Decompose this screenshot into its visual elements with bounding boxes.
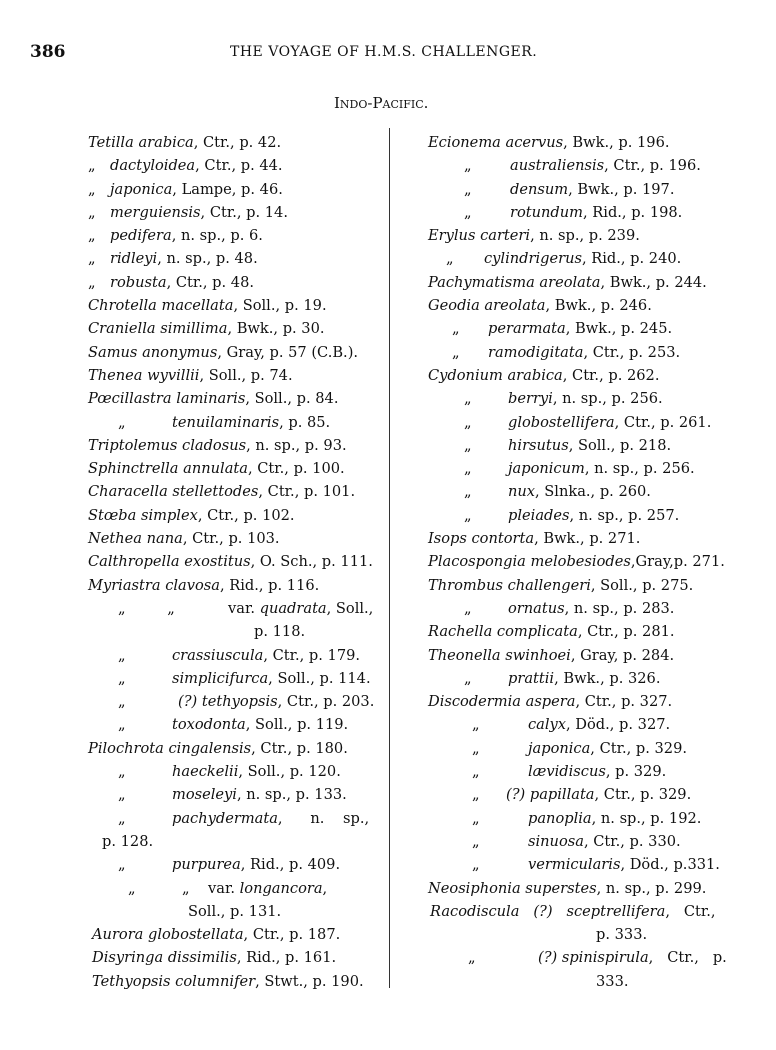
- ditto-mark: „: [118, 809, 126, 827]
- species-name: japonica: [528, 739, 591, 757]
- species-name: Racodiscula (?) sceptrellifera: [430, 902, 666, 920]
- ditto-mark: „: [464, 390, 472, 408]
- index-entry: [428, 853, 733, 876]
- ditto-mark: „: [88, 227, 96, 245]
- species-name: pleiades: [508, 506, 570, 524]
- reference: , Gray, p. 284.: [570, 646, 675, 664]
- reference: , Ctr., p. 101.: [258, 483, 356, 501]
- reference: , Ctr.,: [665, 902, 716, 920]
- species-name: Pilochrota cingalensis: [88, 739, 252, 757]
- index-entry: [428, 527, 733, 550]
- reference: , Rid., p. 240.: [581, 250, 682, 268]
- index-entry: [88, 946, 388, 969]
- reference: , Ctr., p. 253.: [583, 343, 681, 361]
- index-entry: [428, 877, 733, 900]
- species-name: panoplia: [528, 809, 592, 827]
- reference: , Ctr., p. 180.: [251, 739, 348, 757]
- reference: , Ctr., p. 42.: [193, 134, 282, 151]
- ditto-mark: „: [118, 646, 126, 664]
- index-entry: [428, 597, 733, 620]
- index-entry: [428, 434, 733, 457]
- species-name: vermicularis: [528, 856, 621, 874]
- species-name: (?) tethyopsis: [178, 693, 278, 711]
- index-entry: [428, 131, 733, 154]
- ditto-mark: „: [472, 809, 480, 827]
- ditto-mark: „: [464, 157, 472, 175]
- species-name: simplicifurca: [172, 669, 269, 687]
- species-name: toxodonta: [172, 716, 246, 734]
- index-entry: [88, 247, 388, 270]
- index-entry: [88, 434, 388, 457]
- index-entry: [88, 504, 388, 527]
- ditto-mark: „: [118, 856, 126, 874]
- reference: , Bwk., p. 244.: [600, 273, 707, 291]
- species-name: merguiensis: [110, 203, 201, 221]
- reference: , Soll., p. 119.: [245, 716, 349, 734]
- index-entry: [428, 271, 733, 294]
- index-entry: [88, 387, 388, 410]
- ditto-mark: „: [88, 203, 96, 221]
- reference: , Rid., p. 161.: [236, 949, 337, 967]
- index-entry: [428, 644, 733, 667]
- reference: , O. Sch., p. 111.: [250, 553, 373, 571]
- index-entry: [428, 504, 733, 527]
- reference: , n. sp.,: [277, 809, 370, 827]
- species-name: Stœba simplex: [88, 506, 198, 524]
- reference: , Slnka., p. 260.: [535, 483, 651, 501]
- reference: , Ctr., p. 196.: [604, 157, 701, 175]
- index-entry: [88, 667, 388, 690]
- species-name: ornatus: [508, 599, 565, 617]
- reference: , Ctr., p.: [648, 949, 727, 967]
- index-entry: [428, 970, 733, 993]
- reference: , Rid., p. 198.: [583, 203, 683, 221]
- reference: , Ctr., p. 48.: [166, 273, 254, 291]
- index-entry: [428, 364, 733, 387]
- index-entry: [88, 713, 388, 736]
- index-entry: [428, 923, 733, 946]
- reference: , Bwk., p. 30.: [227, 320, 325, 338]
- index-entry: [428, 737, 733, 760]
- species-name: japonica: [110, 180, 173, 198]
- column-divider: [389, 128, 390, 988]
- species-name: moseleyi: [172, 786, 237, 804]
- reference: , Bwk., p. 246.: [545, 297, 652, 315]
- species-name: nux: [508, 483, 536, 501]
- reference: , Bwk., p. 271.: [534, 530, 641, 548]
- species-name: Ecionema acervus: [428, 134, 564, 151]
- species-name: Isops contorta: [428, 530, 535, 548]
- index-entry: [88, 527, 388, 550]
- species-name: ridleyi: [110, 250, 158, 268]
- species-name: ramodigitata: [488, 343, 584, 361]
- index-entry: [428, 550, 733, 573]
- reference: , Död., p. 327.: [566, 716, 671, 734]
- reference: , Ctr., p. 329.: [594, 786, 692, 804]
- reference: , n. sp., p. 299.: [596, 879, 707, 897]
- ditto-mark: „: [472, 786, 480, 804]
- reference: , p. 85.: [279, 413, 331, 431]
- species-name: lævidiscus: [528, 763, 606, 781]
- species-name: Nethea nana: [88, 530, 183, 548]
- reference: , Rid., p. 409.: [240, 856, 341, 874]
- index-entry: [88, 294, 388, 317]
- index-entry: [428, 830, 733, 853]
- index-entry: [428, 620, 733, 643]
- reference: Soll., p. 131.: [188, 902, 282, 920]
- ditto-mark: „: [446, 250, 454, 268]
- reference: , Soll., p. 218.: [568, 436, 672, 454]
- reference: , Soll., p. 19.: [233, 297, 327, 315]
- species-name: Theonella swinhoei: [428, 646, 571, 664]
- species-name: Thenea wyvillii: [88, 366, 200, 384]
- species-name: globostellifera: [508, 413, 615, 431]
- ditto-mark: „: [118, 693, 126, 711]
- ditto-mark: „: [464, 599, 472, 617]
- index-entry: [428, 411, 733, 434]
- section-title: Indo-Pacific.: [334, 94, 429, 112]
- reference: , n. sp., p. 256.: [584, 460, 695, 478]
- species-name: Disyringa dissimilis: [92, 949, 237, 967]
- ditto-mark: „: [464, 436, 472, 454]
- species-name: Aurora globostellata: [92, 926, 244, 944]
- reference: , Gray, p. 57 (C.B.).: [217, 343, 359, 361]
- ditto-mark: „: [118, 669, 126, 687]
- ditto-mark: „: [118, 413, 126, 431]
- species-name: australiensis: [510, 157, 605, 175]
- reference: , Ctr., p. 187.: [243, 926, 341, 944]
- index-entry: [88, 783, 388, 806]
- index-entry: [428, 690, 733, 713]
- reference: , Rid., p. 116.: [219, 576, 320, 594]
- ditto-mark: „: [472, 763, 480, 781]
- species-name: Samus anonymus: [88, 343, 218, 361]
- reference: , Ctr., p. 102.: [197, 506, 295, 524]
- index-entry: [88, 830, 388, 853]
- reference: , Ctr., p. 262.: [562, 366, 660, 384]
- index-entry: [428, 667, 733, 690]
- reference: , n. sp., p. 239.: [530, 227, 640, 245]
- species-name: berryi: [508, 390, 553, 408]
- reference: , n. sp., p. 192.: [591, 809, 702, 827]
- index-entry: [88, 178, 388, 201]
- reference: , p. 329.: [605, 763, 667, 781]
- species-name: Craniella simillima: [88, 320, 228, 338]
- species-name: densum: [510, 180, 569, 198]
- page-number: 386: [30, 42, 66, 62]
- index-entry: [88, 154, 388, 177]
- species-name: calyx: [528, 716, 567, 734]
- index-entry: [88, 690, 388, 713]
- species-name: haeckelii: [172, 763, 239, 781]
- reference: , n. sp., p. 6.: [171, 227, 263, 245]
- index-entry: [88, 737, 388, 760]
- index-entry: [88, 644, 388, 667]
- index-entry: [88, 411, 388, 434]
- reference: , n. sp., p. 93.: [246, 436, 347, 454]
- ditto-mark: „: [472, 716, 480, 734]
- species-name: Tethyopsis columnifer: [92, 972, 256, 990]
- reference: , Soll., p. 74.: [199, 366, 293, 384]
- reference: , Soll., p. 84.: [245, 390, 339, 408]
- running-head: THE VOYAGE OF H.M.S. CHALLENGER.: [230, 44, 538, 60]
- reference: ,Gray,p. 271.: [630, 553, 725, 571]
- index-entry: [428, 480, 733, 503]
- reference: , n. sp., p. 256.: [552, 390, 663, 408]
- index-entry: [428, 341, 733, 364]
- species-name: pedifera: [110, 227, 172, 245]
- reference: 333.: [596, 972, 629, 990]
- species-name: Myriastra clavosa: [88, 576, 220, 594]
- index-entry: [88, 760, 388, 783]
- right-column: [428, 131, 733, 993]
- reference: , Död., p.331.: [620, 856, 720, 874]
- reference: , Lampe, p. 46.: [172, 180, 283, 198]
- species-name: hirsutus: [508, 436, 569, 454]
- index-entry: [88, 271, 388, 294]
- index-entry: [428, 178, 733, 201]
- ditto-mark: „: [118, 786, 126, 804]
- index-entry: [428, 201, 733, 224]
- index-entry: [88, 224, 388, 247]
- species-name: perarmata: [488, 320, 566, 338]
- index-entry: [428, 154, 733, 177]
- ditto-mark: „: [88, 273, 96, 291]
- reference: , Bwk., p. 197.: [568, 180, 675, 198]
- reference: , Ctr., p. 261.: [614, 413, 712, 431]
- index-entry: [88, 620, 388, 643]
- ditto-mark: „: [468, 949, 476, 967]
- index-entry: [88, 574, 388, 597]
- reference: , Soll., p. 120.: [238, 763, 341, 781]
- reference: , Ctr., p. 329.: [590, 739, 688, 757]
- ditto-mark: „: [464, 203, 472, 221]
- species-name: Sphinctrella annulata: [88, 460, 248, 478]
- left-column: [88, 131, 388, 993]
- index-entry: [88, 364, 388, 387]
- reference: , n. sp., p. 283.: [564, 599, 675, 617]
- index-entry: [428, 387, 733, 410]
- species-name: robusta: [110, 273, 167, 291]
- reference: p. 333.: [596, 926, 648, 944]
- index-entry: [88, 923, 388, 946]
- species-name: Pachymatisma areolata: [428, 273, 601, 291]
- species-name: japonicum: [508, 460, 585, 478]
- index-entry: [428, 760, 733, 783]
- reference: , n. sp., p. 257.: [569, 506, 680, 524]
- ditto-mark: „: [472, 856, 480, 874]
- ditto-mark: „ „: [118, 599, 175, 617]
- reference: p. 128.: [102, 832, 154, 850]
- reference: , Ctr., p. 179.: [263, 646, 361, 664]
- ditto-mark: „: [464, 460, 472, 478]
- ditto-mark: „: [464, 413, 472, 431]
- species-name: rotundum: [510, 203, 584, 221]
- reference: , Ctr., p. 203.: [277, 693, 375, 711]
- index-entry: [88, 201, 388, 224]
- species-name: pachydermata: [172, 809, 278, 827]
- index-entry: [88, 131, 388, 154]
- reference: , Soll., p. 114.: [268, 669, 371, 687]
- reference: , n. sp., p. 48.: [157, 250, 258, 268]
- index-entry: [428, 294, 733, 317]
- reference: p. 118.: [254, 623, 306, 641]
- reference: , Soll., p. 275.: [590, 576, 694, 594]
- index-entry: [88, 853, 388, 876]
- species-name: sinuosa: [528, 832, 584, 850]
- index-entry: [428, 783, 733, 806]
- species-name: Characella stellettodes: [88, 483, 259, 501]
- ditto-mark: „: [464, 180, 472, 198]
- ditto-mark: „: [472, 739, 480, 757]
- species-name: cylindrigerus: [484, 250, 582, 268]
- species-name: Placospongia melobesiodes: [428, 553, 631, 571]
- species-name: (?) papillata: [506, 786, 595, 804]
- ditto-mark: „: [452, 343, 460, 361]
- index-entry: [428, 946, 733, 969]
- ditto-mark: „: [118, 716, 126, 734]
- species-name: Neosiphonia superstes: [428, 879, 597, 897]
- species-name: Calthropella exostitus: [88, 553, 251, 571]
- index-entry: [88, 550, 388, 573]
- index-entry: [88, 900, 388, 923]
- reference: , Ctr., p. 281.: [577, 623, 675, 641]
- ditto-mark: „: [88, 180, 96, 198]
- species-name: Tetilla arabica: [88, 134, 194, 151]
- index-entry: [88, 341, 388, 364]
- species-name: Pœcillastra laminaris: [88, 390, 246, 408]
- index-entry: [428, 574, 733, 597]
- index-entry: [88, 970, 388, 993]
- reference: , Bwk., p. 326.: [554, 669, 661, 687]
- reference: , Ctr., p. 100.: [247, 460, 345, 478]
- reference: , n. sp., p. 133.: [236, 786, 347, 804]
- species-name: Cydonium arabica: [428, 366, 563, 384]
- species-name: Geodia areolata: [428, 297, 546, 315]
- index-entry: [88, 877, 388, 900]
- species-name: dactyloidea: [110, 157, 196, 175]
- reference: , Ctr., p. 327.: [575, 693, 673, 711]
- index-entry: [88, 597, 388, 620]
- species-name: Chrotella macellata: [88, 297, 234, 315]
- index-entry: [88, 480, 388, 503]
- ditto-mark: „: [452, 320, 460, 338]
- index-entry: [88, 807, 388, 830]
- ditto-mark: „: [472, 832, 480, 850]
- index-entry: [428, 457, 733, 480]
- reference: , Bwk., p. 245.: [565, 320, 673, 338]
- species-name: Discodermia aspera: [428, 693, 576, 711]
- reference: var. quadrata, Soll.,: [228, 599, 374, 617]
- ditto-mark: „: [118, 763, 126, 781]
- ditto-mark: „: [464, 483, 472, 501]
- index-entry: [428, 247, 733, 270]
- species-name: (?) spinispirula: [538, 949, 649, 967]
- species-name: Thrombus challengeri: [428, 576, 591, 594]
- species-name: crassiuscula: [172, 646, 264, 664]
- index-entry: [428, 317, 733, 340]
- reference: , Ctr., p. 103.: [182, 530, 280, 548]
- reference: , Ctr., p. 14.: [200, 203, 288, 221]
- species-name: Triptolemus cladosus: [88, 436, 247, 454]
- species-name: tenuilaminaris: [172, 413, 280, 431]
- index-entry: [428, 224, 733, 247]
- species-name: prattii: [508, 669, 555, 687]
- index-entry: [428, 900, 733, 923]
- reference: , Ctr., p. 44.: [195, 157, 283, 175]
- ditto-mark: „: [88, 157, 96, 175]
- index-entry: [428, 807, 733, 830]
- reference: , Ctr., p. 330.: [583, 832, 681, 850]
- ditto-mark: „ „: [128, 879, 190, 897]
- reference: var. longancora,: [208, 879, 328, 897]
- reference: , Bwk., p. 196.: [563, 134, 670, 151]
- species-name: Rachella complicata: [428, 623, 578, 641]
- index-entry: [428, 713, 733, 736]
- species-name: Erylus carteri: [428, 227, 531, 245]
- species-name: purpurea: [172, 856, 241, 874]
- index-entry: [88, 457, 388, 480]
- reference: , Stwt., p. 190.: [255, 972, 364, 990]
- ditto-mark: „: [88, 250, 96, 268]
- ditto-mark: „: [464, 669, 472, 687]
- ditto-mark: „: [464, 506, 472, 524]
- index-entry: [88, 317, 388, 340]
